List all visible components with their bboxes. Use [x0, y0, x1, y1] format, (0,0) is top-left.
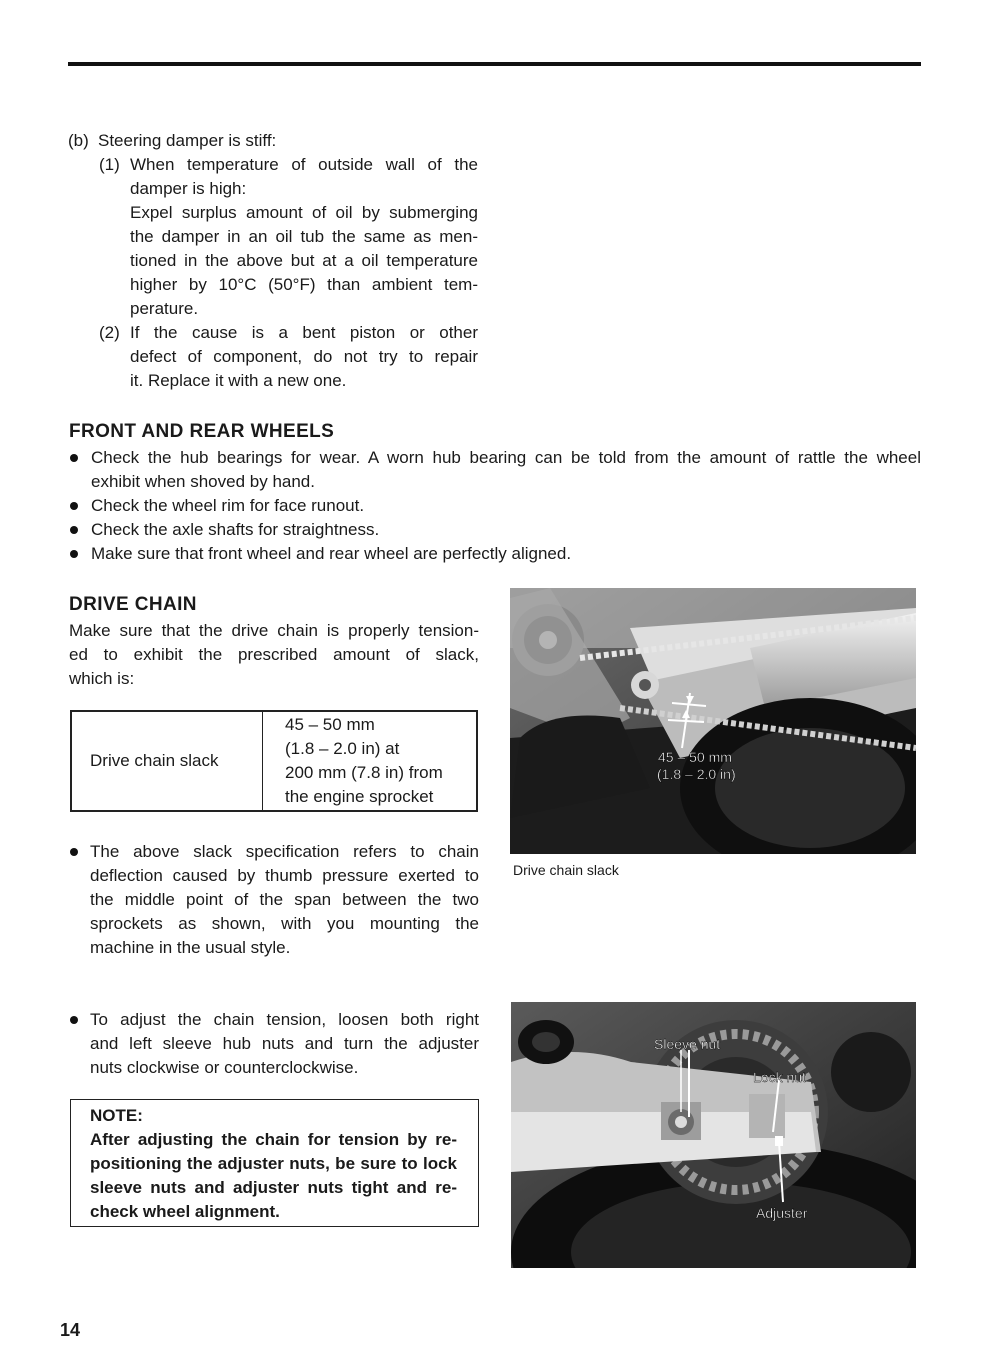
adjuster-photo — [511, 1002, 916, 1268]
wheels-bullet-line: Make sure that front wheel and rear wheel are perfectly aligned. — [91, 544, 572, 563]
chain-bullet2-line: and left sleeve hub nuts and turn the adjuster — [90, 1034, 479, 1053]
spec-label: Drive chain slack — [71, 711, 263, 811]
item-b-text: Steering damper is stiff: — [98, 131, 277, 150]
header-rule — [68, 62, 921, 66]
drive-chain-photo — [510, 588, 916, 854]
chain-bullet1-line: deflection caused by thumb pressure exerted to — [90, 866, 479, 885]
lock-nut-label: Lock nut — [753, 1069, 806, 1085]
item-1-line: Expel surplus amount of oil by submerging — [130, 203, 478, 222]
wheels-bullet-line: exhibit when shoved by hand. — [91, 472, 315, 491]
note-line: check wheel alignment. — [90, 1202, 280, 1221]
spec-value-line: (1.8 – 2.0 in) at — [285, 739, 400, 758]
spec-value-line: the engine sprocket — [285, 787, 434, 806]
page-number: 14 — [60, 1320, 81, 1340]
bullet-icon — [70, 502, 78, 510]
item-b-label: (b) — [68, 131, 89, 150]
wheels-bullet-line: Check the hub bearings for wear. A worn hub bearing can be told from the amount of rattle the wheel — [91, 448, 921, 467]
chain-heading: DRIVE CHAIN — [69, 594, 197, 615]
bullet-icon — [70, 1016, 78, 1024]
slack-label-line1: 45 – 50 mm — [658, 749, 732, 765]
note-line: sleeve nuts and adjuster nuts tight and re- — [90, 1178, 457, 1197]
bullet-icon — [70, 526, 78, 534]
item-1-line: the damper in an oil tub the same as men- — [130, 227, 478, 246]
spec-value-line: 45 – 50 mm — [285, 715, 375, 734]
spec-value-line: 200 mm (7.8 in) from — [285, 763, 443, 782]
item-2-line: defect of component, do not try to repair — [130, 347, 478, 366]
item-2-line: it. Replace it with a new one. — [130, 371, 347, 390]
item-1-line: perature. — [130, 299, 199, 318]
wheels-bullet-line: Check the axle shafts for straightness. — [91, 520, 380, 539]
item-2-line: If the cause is a bent piston or other — [130, 323, 478, 342]
chain-bullet2-line: To adjust the chain tension, loosen both right — [90, 1010, 479, 1029]
bullet-icon — [70, 550, 78, 558]
chain-intro-line: ed to exhibit the prescribed amount of slack, — [69, 645, 479, 664]
note-line: After adjusting the chain for tension by re- — [90, 1130, 457, 1149]
item-1-line: When temperature of outside wall of the — [130, 155, 478, 174]
note-line: positioning the adjuster nuts, be sure to lock — [90, 1154, 457, 1173]
chain-bullet1-line: the middle point of the span between the two — [90, 890, 479, 909]
item-1-line: damper is high: — [130, 179, 247, 198]
wheels-heading: FRONT AND REAR WHEELS — [69, 421, 335, 442]
item-1-label: (1) — [99, 155, 120, 174]
chain-bullet2-line: nuts clockwise or counterclockwise. — [90, 1058, 359, 1077]
item-2-label: (2) — [99, 323, 120, 342]
drive-chain-photo-graphic — [510, 588, 916, 854]
bullet-icon — [70, 454, 78, 462]
adjuster-photo-graphic — [511, 1002, 916, 1268]
spec-value — [263, 711, 478, 811]
sleeve-nut-label: Sleeve nut — [654, 1036, 721, 1052]
chain-bullet1-line: The above slack specification refers to chain — [90, 842, 479, 861]
wheels-bullet-line: Check the wheel rim for face runout. — [91, 496, 365, 515]
adjuster-label: Adjuster — [756, 1205, 808, 1221]
item-1-line: tioned in the above but at a oil temperature — [130, 251, 478, 270]
spec-table — [70, 710, 478, 812]
note-title: NOTE: — [90, 1106, 143, 1125]
chain-bullet1-line: machine in the usual style. — [90, 938, 291, 957]
chain-bullet1-line: sprockets as shown, with you mounting the — [90, 914, 479, 933]
chain-intro-line: Make sure that the drive chain is properly tension- — [69, 621, 479, 640]
slack-label-line2: (1.8 – 2.0 in) — [657, 766, 736, 782]
chain-intro-line: which is: — [69, 669, 135, 688]
bullet-icon — [70, 848, 78, 856]
item-1-line: higher by 10°C (50°F) than ambient tem- — [130, 275, 478, 294]
photo-caption: Drive chain slack — [513, 862, 619, 878]
